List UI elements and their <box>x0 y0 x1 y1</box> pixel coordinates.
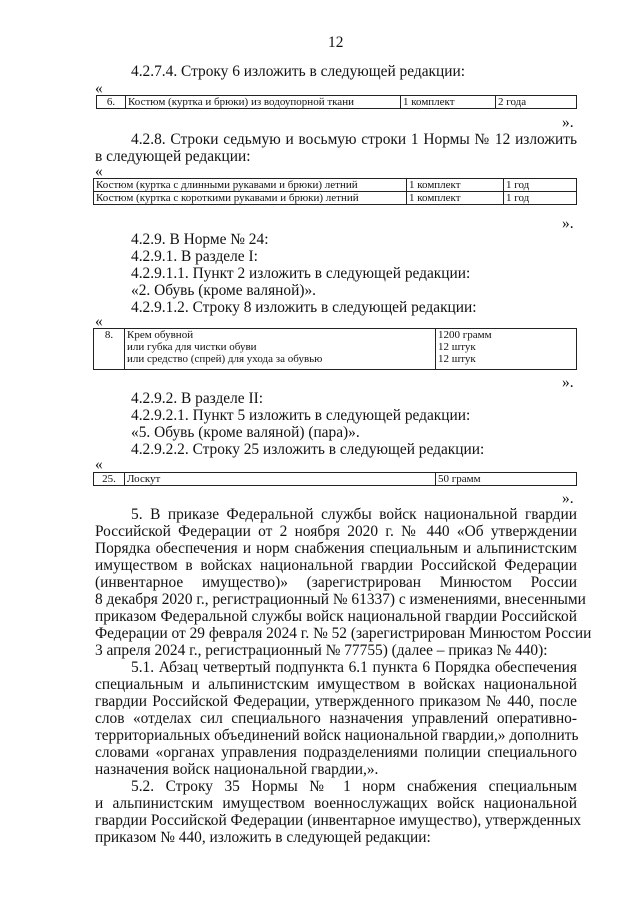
open-quote: « <box>95 456 103 473</box>
paragraph-obuv-5: «5. Обувь (кроме валяной) (пара)». <box>131 424 360 441</box>
table-row <box>94 192 577 205</box>
item-term: 1 год <box>504 192 577 205</box>
paragraph-5-line: 5. В приказе Федеральной службы войск национальной гвардии <box>131 506 577 523</box>
close-quote: ». <box>562 374 574 391</box>
paragraph-5-line: имуществом в войсках национальной гвардии Российской Федерации <box>95 557 577 574</box>
paragraph-4-2-8-line-1: 4.2.8. Строки седьмую и восьмую строки 1 Нормы № 12 изложить <box>131 131 577 148</box>
close-quote: ». <box>562 114 574 131</box>
paragraph-4-2-9-2: 4.2.9.2. В разделе II: <box>131 390 264 407</box>
item-name: Лоскут <box>125 473 436 486</box>
item-term: 2 года <box>496 96 577 109</box>
item-name: Костюм (куртка с длинными рукавами и брюки) летний <box>94 179 407 192</box>
paragraph-5-1-line: назначения войск национальной гвардии,». <box>95 761 379 778</box>
table-rows-7-8 <box>93 178 577 205</box>
table-row-25 <box>93 472 577 486</box>
item-quantity: 12 штук <box>438 353 476 365</box>
item-quantity: 1200 грамм <box>438 329 492 341</box>
item-name: или губка для чистки обуви <box>127 341 257 353</box>
open-quote: « <box>95 80 103 97</box>
paragraph-5-line: приказом Федеральной службы войск национальной гвардии Российской <box>95 608 577 625</box>
table-row-8 <box>93 328 577 370</box>
paragraph-5-line: 8 декабря 2020 г., регистрационный № 61337) с изменениями, внесенными <box>95 591 586 608</box>
close-quote: ». <box>562 215 574 232</box>
paragraph-4-2-9-2-2: 4.2.9.2.2. Строку 25 изложить в следующей редакции: <box>131 441 485 458</box>
open-quote: « <box>95 313 103 330</box>
paragraph-5-1-line: гвардии Российской Федерации, утвержденного приказом № 440, после <box>95 693 577 710</box>
row-number: 6. <box>97 96 126 109</box>
paragraph-4-2-9-1-2: 4.2.9.1.2. Строку 8 изложить в следующей редакции: <box>131 299 477 316</box>
item-name: Крем обувной <box>127 329 194 341</box>
item-quantity: 1 комплект <box>401 96 496 109</box>
item-name: или средство (спрей) для ухода за обувью <box>127 353 323 365</box>
open-quote: « <box>95 163 103 180</box>
paragraph-4-2-9: 4.2.9. В Норме № 24: <box>131 231 269 248</box>
paragraph-5-line: (инвентарное имущество)» (зарегистрирован Минюстом России <box>95 574 577 591</box>
paragraph-obuv-2: «2. Обувь (кроме валяной)». <box>131 282 317 299</box>
table-row-6 <box>96 95 577 109</box>
item-quantity: 50 грамм <box>436 473 577 486</box>
paragraph-5-line: 3 апреля 2024 г., регистрационный № 77755) (далее – приказ № 440): <box>95 642 548 659</box>
item-quantity: 1 комплект <box>407 179 504 192</box>
paragraph-5-line: Порядка обеспечения и норм снабжения специальным и альпинистским <box>95 540 577 557</box>
item-name: Костюм (куртка с короткими рукавами и брюки) летний <box>94 192 407 205</box>
paragraph-5-2-line: 5.2. Строку 35 Нормы № 1 норм снабжения специальным <box>131 778 577 795</box>
paragraph-5-line: Федерации от 29 февраля 2024 г. № 52 (зарегистрирован Минюстом России <box>95 625 592 642</box>
paragraph-4-2-8-line-2: в следующей редакции: <box>95 148 251 165</box>
paragraph-5-1-line: словами «органах управления подразделениями полиции специального <box>95 744 577 761</box>
paragraph-5-2-line: гвардии Российской Федерации (инвентарное имущество), утвержденных <box>95 812 582 829</box>
paragraph-5-1-line: 5.1. Абзац четвертый подпункта 6.1 пункта 6 Порядка обеспечения <box>131 659 577 676</box>
paragraph-4-2-9-2-1: 4.2.9.2.1. Пункт 5 изложить в следующей редакции: <box>131 407 471 424</box>
paragraph-5-1-line: слов «отделах сил специального назначения управлений оперативно- <box>95 710 577 727</box>
paragraph-4-2-9-1: 4.2.9.1. В разделе I: <box>131 248 258 265</box>
page-number: 12 <box>328 34 344 51</box>
close-quote: ». <box>562 490 574 507</box>
item-quantity: 12 штук <box>438 341 476 353</box>
item-quantity: 1 комплект <box>407 192 504 205</box>
paragraph-5-2-line: приказом № 440, изложить в следующей редакции: <box>95 829 431 846</box>
paragraph-5-1-line: территориальных объединений войск национальной гвардии,» дополнить <box>95 727 579 744</box>
row-number: 25. <box>94 473 125 486</box>
item-term: 1 год <box>504 179 577 192</box>
paragraph-4-2-9-1-1: 4.2.9.1.1. Пункт 2 изложить в следующей редакции: <box>131 265 471 282</box>
paragraph-4-2-7-4: 4.2.7.4. Строку 6 изложить в следующей редакции: <box>131 63 465 80</box>
paragraph-5-1-line: специальным и альпинистским имуществом в войсках национальной <box>95 676 577 693</box>
paragraph-5-line: Российской Федерации от 2 ноября 2020 г. № 440 «Об утверждении <box>95 523 577 540</box>
item-name: Костюм (куртка и брюки) из водоупорной ткани <box>126 96 401 109</box>
paragraph-5-2-line: и альпинистским имуществом военнослужащих войск национальной <box>95 795 577 812</box>
table-row <box>94 179 577 192</box>
row-number: 8. <box>94 329 125 370</box>
